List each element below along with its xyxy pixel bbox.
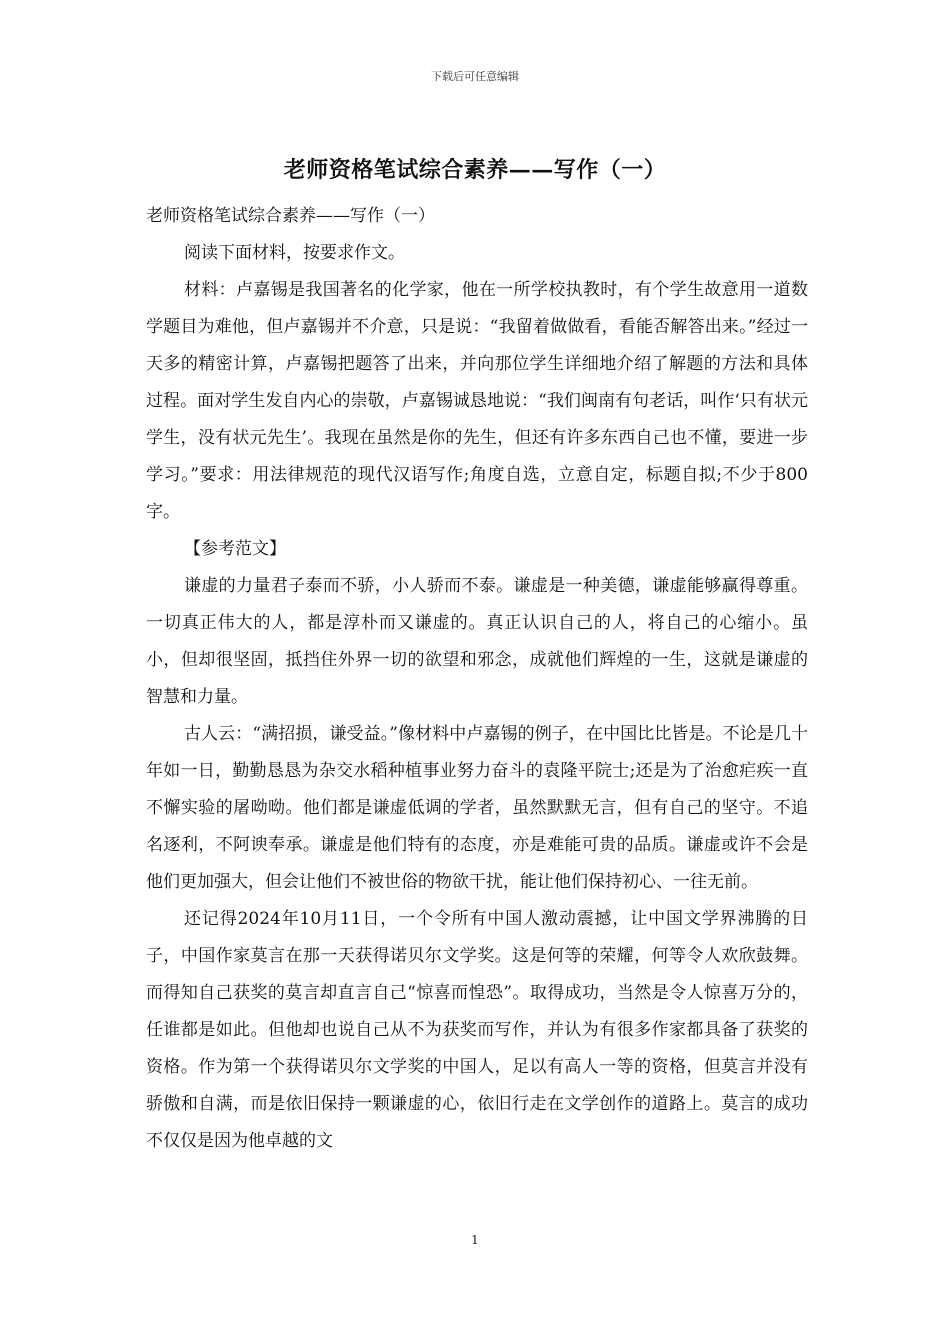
essay-paragraph: 谦虚的力量君子泰而不骄，小人骄而不泰。谦虚是一种美德，谦虚能够赢得尊重。一切真正伟大的人，都是淳朴而又谦虚的。真正认识自己的人，将自己的心缩小。虽小，但却很坚固，抵挡住外界一切的欲望和邪念，成就他们辉煌的一生，这就是谦虚的智慧和力量。 [146, 576, 808, 707]
material-paragraph: 材料：卢嘉锡是我国著名的化学家，他在一所学校执教时，有个学生故意用一道数学题目为难他，但卢嘉锡并不介意，只是说：“我留着做做看，看能否解答出来。”经过一天多的精密计算，卢嘉锡把题答了出来，并向那位学生详细地介绍了解题的方法和具体过程。面对学生发自内心的崇敬，卢嘉锡诚恳地说：“我们闽南有句老话，叫作‘只有状元学生，没有状元先生’。我现在虽然是你的先生，但还有许多东西自己也不懂，要进一步学习。”要求：用法律规范的现代汉语写作;角度自选，立意自定，标题自拟;不少于800字。 [146, 280, 808, 522]
repeated-title-paragraph: 老师资格笔试综合素养——写作（一） [146, 206, 435, 226]
document-body [146, 198, 808, 1160]
page-header: 下载后可任意编辑 [431, 70, 519, 83]
essay-paragraph: 还记得2024年10月11日，一个令所有中国人激动震撼，让中国文学界沸腾的日子，中国作家莫言在那一天获得诺贝尔文学奖。这是何等的荣耀，何等令人欢欣鼓舞。而得知自己获奖的莫言却直言自己“惊喜而惶恐”。取得成功，当然是令人惊喜万分的，任谁都是如此。但他却也说自己从不为获奖而写作，并认为有很多作家都具备了获奖的资格。作为第一个获得诺贝尔文学奖的中国人，足以有高人一等的资格，但莫言并没有骄傲和自满，而是依旧保持一颗谦虚的心，依旧行走在文学创作的道路上。莫言的成功不仅仅是因为他卓越的文 [146, 909, 808, 1151]
essay-paragraph: 古人云：“满招损，谦受益。”像材料中卢嘉锡的例子，在中国比比皆是。不论是几十年如一日，勤勤恳恳为杂交水稻种植事业努力奋斗的袁隆平院士;还是为了治愈疟疾一直不懈实验的屠呦呦。他们都是谦虚低调的学者，虽然默默无言，但有自己的坚守。不追名逐利，不阿谀奉承。谦虚是他们特有的态度，亦是难能可贵的品质。谦虚或许不会是他们更加强大，但会让他们不被世俗的物欲干扰，能让他们保持初心、一往无前。 [146, 724, 808, 892]
instruction-paragraph: 阅读下面材料，按要求作文。 [184, 243, 405, 263]
document-title: 老师资格笔试综合素养——写作（一） [283, 157, 667, 183]
page-number: 1 [471, 1233, 479, 1247]
sample-essay-heading: 【参考范文】 [184, 539, 286, 559]
